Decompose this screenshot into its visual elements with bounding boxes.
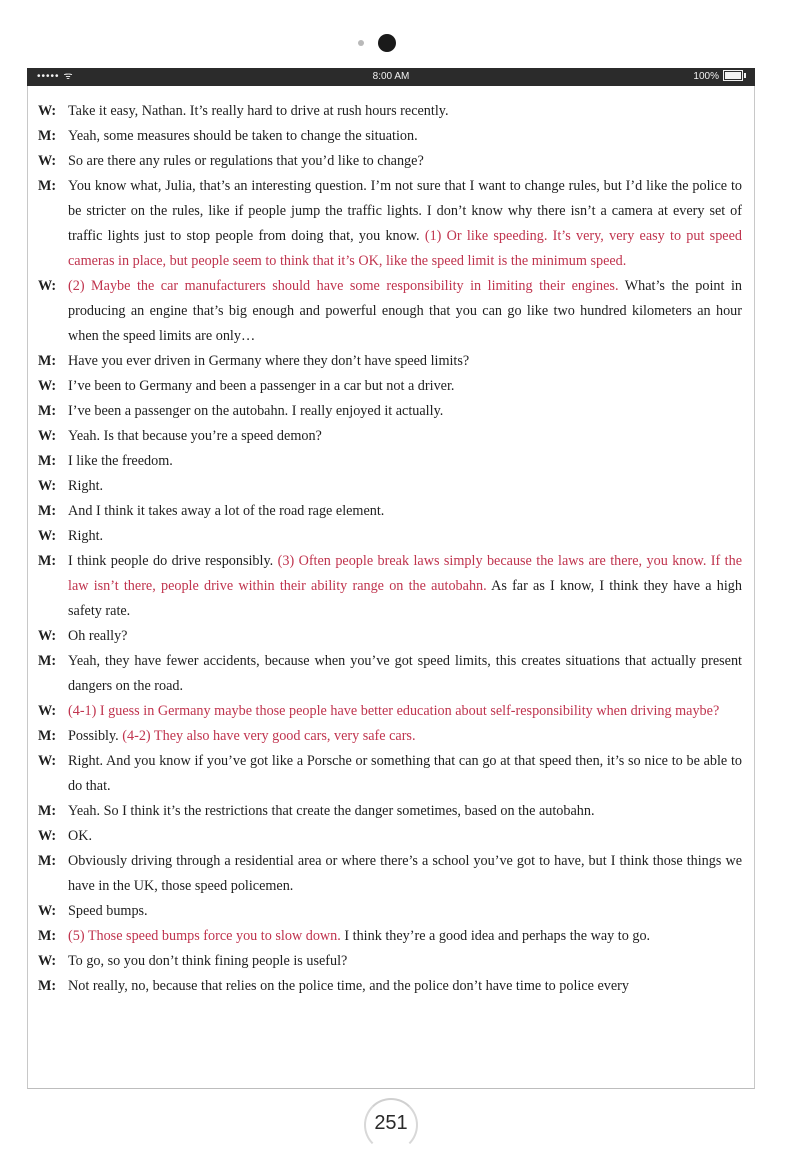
turn-text (68, 849, 742, 899)
turn-text (68, 499, 742, 524)
dialogue-text: I like the freedom. (68, 453, 173, 469)
dialogue-turn (38, 724, 742, 749)
turn-text (68, 799, 742, 824)
dialogue-turn (38, 499, 742, 524)
status-bar (27, 68, 755, 86)
dialogue-text: I’ve been to Germany and been a passenger in a car but not a driver. (68, 378, 455, 394)
turn-text (68, 824, 742, 849)
camera-dot-small (358, 40, 364, 46)
dialogue-text: I think they’re a good idea and perhaps the way to go. (340, 928, 651, 944)
speaker-label: W: (38, 528, 57, 544)
battery-indicator (693, 68, 743, 86)
dialogue-turn (38, 699, 742, 724)
dialogue-text: Yeah, they have fewer accidents, because when you’ve got speed limits, this creates situations that actually present dangers on the road. (68, 653, 742, 694)
status-time: 8:00 AM (372, 71, 410, 82)
dialogue-text: I’ve been a passenger on the autobahn. I really enjoyed it actually. (68, 403, 444, 419)
speaker-label: M: (38, 178, 57, 194)
dialogue-turn (38, 524, 742, 549)
dialogue-turn (38, 924, 742, 949)
turn-text (68, 649, 742, 699)
turn-text (68, 949, 742, 974)
dialogue-text: Take it easy, Nathan. It’s really hard to drive at rush hours recently. (68, 103, 449, 119)
dialogue-text: As far as I know, I think they have a high safety rate. (68, 578, 742, 619)
speaker-label: M: (38, 653, 57, 669)
highlighted-answer-text: (1) Or like speeding. It’s very, very easy to put speed cameras in place, but people seem to think that it’s OK, like the speed limit is the minimum speed. (68, 228, 742, 269)
turn-text (68, 399, 742, 424)
dialogue-text: To go, so you don’t think fining people is useful? (68, 953, 348, 969)
speaker-label: W: (38, 953, 57, 969)
speaker-label: M: (38, 453, 57, 469)
speaker-label: W: (38, 703, 57, 719)
turn-text (68, 924, 742, 949)
speaker-label: W: (38, 903, 57, 919)
dialogue-text: OK. (68, 828, 93, 844)
turn-text (68, 624, 742, 649)
dialogue-turn (38, 424, 742, 449)
dialogue-turn (38, 949, 742, 974)
speaker-label: M: (38, 803, 57, 819)
dialogue-turn (38, 974, 742, 999)
dialogue-text: You know what, Julia, that’s an interesting question. I’m not sure that I want to change rules, but I’d like the police to be stricter on the rules, like if people jump the traffic lights. I don’t know why there isn’t a camera at every set of traffic lights just to stop people from doing that, you know. (68, 178, 742, 244)
turn-text (68, 424, 742, 449)
turn-text (68, 174, 742, 274)
speaker-label: W: (38, 628, 57, 644)
dialogue-turn (38, 749, 742, 799)
dialogue-text: Obviously driving through a residential area or where there’s a school you’ve got to have, but I think those things we have in the UK, those speed policemen. (68, 853, 742, 894)
dialogue-turn (38, 149, 742, 174)
speaker-label: W: (38, 478, 57, 494)
turn-text (68, 374, 742, 399)
dialogue-turn (38, 374, 742, 399)
turn-text (68, 124, 742, 149)
highlighted-answer-text: (4-2) They also have very good cars, very safe cars. (122, 728, 416, 744)
speaker-label: M: (38, 853, 57, 869)
dialogue-text: Yeah. So I think it’s the restrictions that create the danger sometimes, based on the autobahn. (68, 803, 595, 819)
speaker-label: W: (38, 428, 57, 444)
turn-text (68, 899, 742, 924)
dialogue-turn (38, 799, 742, 824)
battery-icon (723, 70, 743, 81)
speaker-label: W: (38, 378, 57, 394)
battery-percent: 100% (693, 71, 719, 82)
page-number: 251 (374, 1112, 408, 1134)
highlighted-answer-text: (3) Often people break laws simply because the laws are there, you know. If the law isn’t there, people drive within their ability range on the autobahn. (68, 553, 742, 594)
turn-text (68, 449, 742, 474)
speaker-label: M: (38, 403, 57, 419)
dialogue-turn (38, 624, 742, 649)
speaker-label: W: (38, 103, 57, 119)
turn-text (68, 699, 742, 724)
speaker-label: W: (38, 753, 57, 769)
highlighted-answer-text: (2) Maybe the car manufacturers should have some responsibility in limiting their engines. (68, 278, 619, 294)
dialogue-turn (38, 449, 742, 474)
dialogue-text: Speed bumps. (68, 903, 148, 919)
turn-text (68, 524, 742, 549)
highlighted-answer-text: (5) Those speed bumps force you to slow down. (68, 928, 341, 944)
speaker-label: M: (38, 503, 57, 519)
turn-text (68, 974, 742, 999)
dialogue-transcript (38, 99, 742, 999)
signal-dots: ••••• (37, 71, 60, 82)
speaker-label: W: (38, 153, 57, 169)
dialogue-text: Oh really? (68, 628, 128, 644)
dialogue-turn (38, 274, 742, 349)
turn-text (68, 749, 742, 799)
speaker-label: M: (38, 128, 57, 144)
turn-text (68, 274, 742, 349)
dialogue-turn (38, 174, 742, 274)
dialogue-text: Not really, no, because that relies on the police time, and the police don’t have time to police every (68, 978, 630, 994)
turn-text (68, 349, 742, 374)
dialogue-turn (38, 549, 742, 624)
highlighted-answer-text: (4-1) I guess in Germany maybe those people have better education about self-responsibility when driving maybe? (68, 703, 720, 719)
dialogue-turn (38, 399, 742, 424)
dialogue-text: So are there any rules or regulations that you’d like to change? (68, 153, 424, 169)
dialogue-turn (38, 349, 742, 374)
dialogue-text: Have you ever driven in Germany where they don’t have speed limits? (68, 353, 470, 369)
dialogue-text: Possibly. (68, 728, 123, 744)
dialogue-text: Right. And you know if you’ve got like a Porsche or something that can go at that speed then, it’s so nice to be able to do that. (68, 753, 742, 794)
dialogue-text: What’s the point in producing an engine that’s big enough and powerful enough that you can go like two hundred kilometers an hour when the speed limits are only… (68, 278, 742, 344)
speaker-label: W: (38, 828, 57, 844)
wifi-icon: ᯤ (63, 71, 74, 82)
speaker-label: M: (38, 553, 57, 569)
dialogue-turn (38, 899, 742, 924)
dialogue-turn (38, 824, 742, 849)
speaker-label: M: (38, 978, 57, 994)
speaker-label: W: (38, 278, 57, 294)
turn-text (68, 149, 742, 174)
dialogue-turn (38, 99, 742, 124)
turn-text (68, 99, 742, 124)
speaker-label: M: (38, 928, 57, 944)
dialogue-text: Yeah, some measures should be taken to change the situation. (68, 128, 418, 144)
turn-text (68, 549, 742, 624)
camera-dot-large (378, 34, 396, 52)
dialogue-text: Yeah. Is that because you’re a speed demon? (68, 428, 322, 444)
dialogue-text: Right. (68, 478, 104, 494)
dialogue-turn (38, 474, 742, 499)
dialogue-turn (38, 124, 742, 149)
dialogue-text: And I think it takes away a lot of the road rage element. (68, 503, 385, 519)
dialogue-turn (38, 649, 742, 699)
speaker-label: M: (38, 353, 57, 369)
turn-text (68, 474, 742, 499)
dialogue-text: Right. (68, 528, 104, 544)
turn-text (68, 724, 742, 749)
speaker-label: M: (38, 728, 57, 744)
dialogue-turn (38, 849, 742, 899)
dialogue-text: I think people do drive responsibly. (68, 553, 278, 569)
